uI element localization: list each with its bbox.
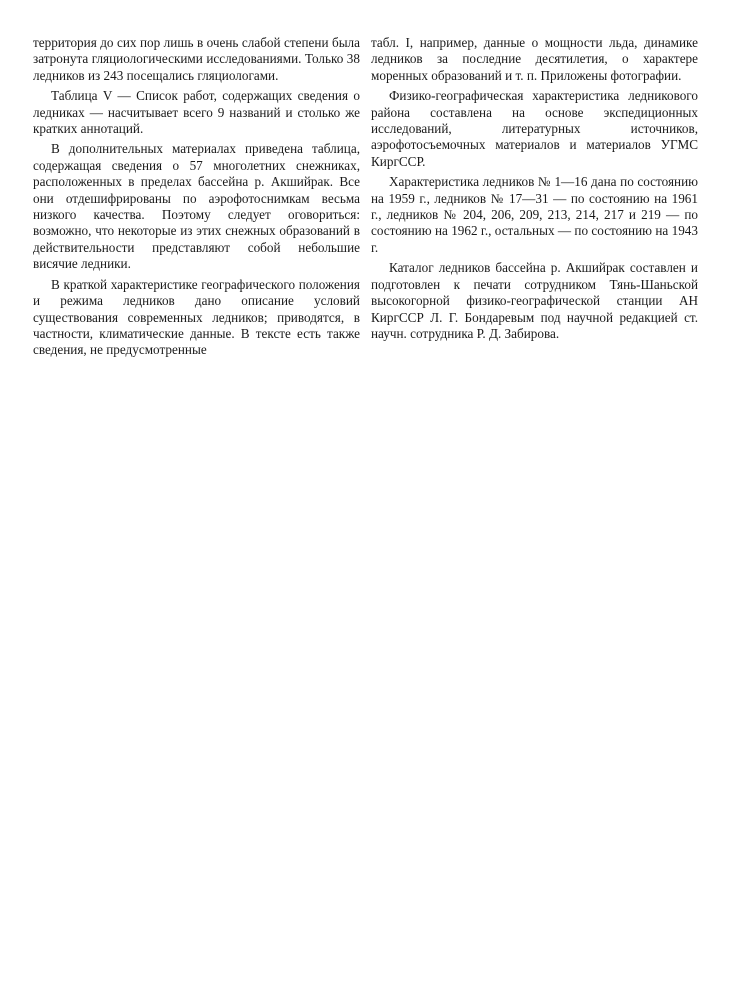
right-column bbox=[371, 35, 698, 342]
left-paragraph-2: Таблица V — Список работ, содержащих сведения о ледниках — насчитывает всего 9 названий и столько же кратких аннотаций. bbox=[33, 88, 360, 137]
left-paragraph-4: В краткой характеристике географического положения и режима ледников дано описание условий существования современных ледников; приводятся, в частности, климатические данные. В тексте есть также сведения, не предусмотренные bbox=[33, 276, 360, 358]
right-paragraph-4: Каталог ледников бассейна р. Акшийрак составлен и подготовлен к печати сотрудником Тянь-Шаньской высокогорной физико-географической станции АН КиргССР Л. Г. Бондаревым под научной редакцией ст. научн. сотрудника Р. Д. Забирова. bbox=[371, 260, 698, 341]
left-paragraph-3: В дополнительных материалах приведена таблица, содержащая сведения о 57 многолетних снежниках, расположенных в пределах бассейна р. Акшийрак. Все они отдешифрированы по аэрофотоснимкам весьма низкого качества. Поэтому следует оговориться: возможно, что некоторые из этих снежных образований в действительности представляют собой небольшие висячие ледники. bbox=[33, 141, 360, 272]
right-paragraph-3: Характеристика ледников № 1—16 дана по состоянию на 1959 г., ледников № 17—31 — по состоянию на 1961 г., ледников № 204, 206, 209, 213, 214, 217 и 219 — по состоянию на 1962 г., остальных — по состоянию на 1943 г. bbox=[371, 174, 698, 255]
left-column bbox=[33, 35, 360, 359]
left-paragraph-1: территория до сих пор лишь в очень слабой степени была затронута гляциологическими исследованиями. Только 38 ледников из 243 посещались гляциологами. bbox=[33, 35, 360, 83]
right-paragraph-2: Физико-географическая характеристика ледникового района составлена на основе экспедиционных исследований, литературных источников, аэрофотосъемочных материалов и материалов УГМС КиргССР. bbox=[371, 88, 698, 169]
right-paragraph-1: табл. I, например, данные о мощности льда, динамике ледников за последние десятилетия, о характере моренных образований и т. п. Приложены фотографии. bbox=[371, 35, 698, 83]
